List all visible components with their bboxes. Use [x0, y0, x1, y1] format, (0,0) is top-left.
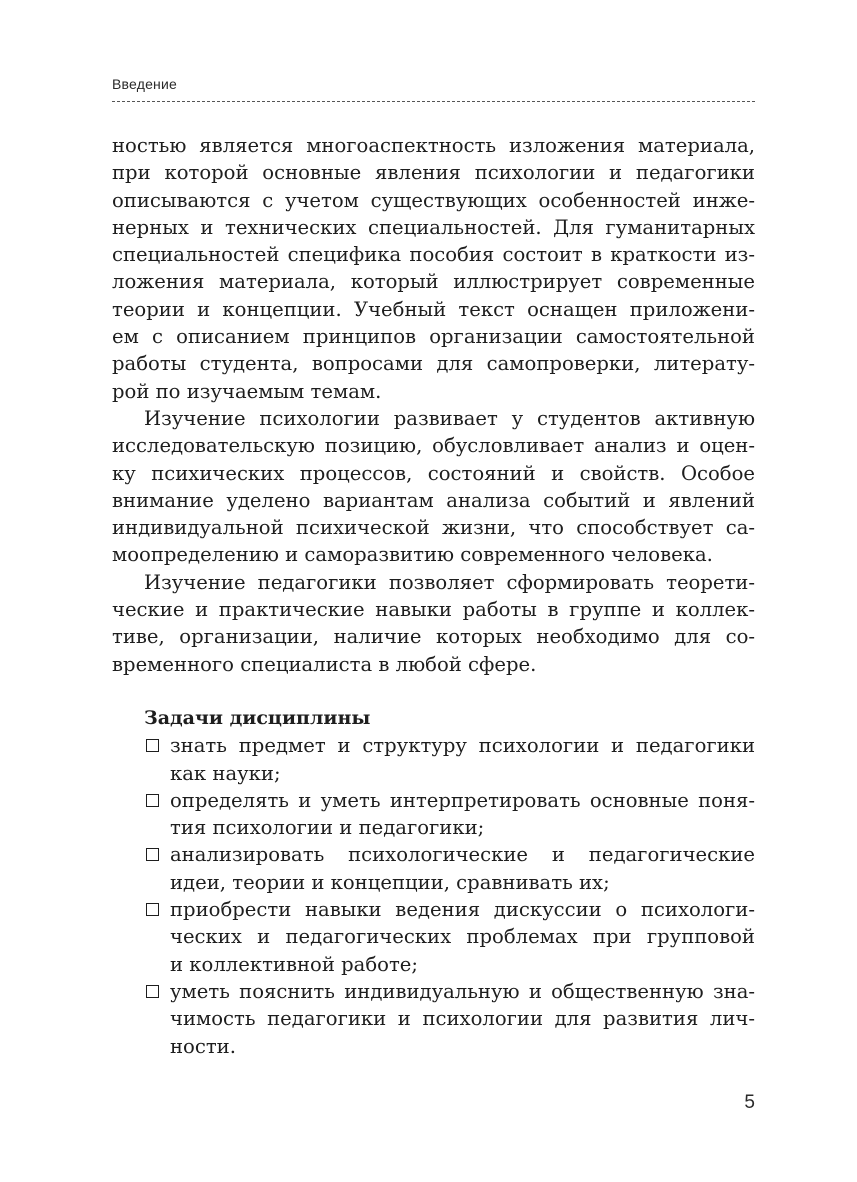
paragraph: [112, 405, 755, 569]
text-line: индивидуальной психической жизни, что способствует са-: [112, 516, 755, 540]
text-line: ческие и практические навыки работы в группе и коллек-: [112, 598, 755, 622]
text-line: описываются с учетом существующих особенностей инже-: [112, 188, 755, 212]
text-line: ческих и педагогических проблемах при групповой: [170, 925, 755, 949]
checkbox-bullet-icon: [146, 848, 159, 861]
checkbox-bullet-icon: [146, 739, 159, 752]
text-line: как науки;: [170, 761, 281, 785]
text-line: чимость педагогики и психологии для развития лич-: [170, 1007, 755, 1031]
section-heading: Задачи дисциплины: [144, 706, 371, 729]
text-line: специальностей специфика пособия состоит в краткости из-: [112, 243, 755, 267]
text-line: при которой основные явления психологии и педагогики: [112, 161, 755, 185]
text-line: внимание уделено вариантам анализа событий и явлений: [112, 488, 755, 512]
text-line: рой по изучаемым темам.: [112, 379, 382, 403]
checkbox-bullet-icon: [146, 794, 159, 807]
text-line: работы студента, вопросами для самопроверки, литерату-: [112, 352, 755, 376]
paragraph: [112, 569, 755, 678]
text-line: и коллективной работе;: [170, 952, 418, 976]
text-line: ности.: [170, 1034, 236, 1058]
page-number: 5: [744, 1092, 755, 1113]
paragraph: [112, 132, 755, 405]
task-item: [112, 896, 755, 978]
text-line: тиве, организации, наличие которых необходимо для со-: [112, 625, 755, 649]
header-divider: [112, 101, 755, 102]
text-line: теории и концепции. Учебный текст оснащен приложени-: [112, 297, 755, 321]
text-line: Изучение педагогики позволяет сформировать теорети-: [144, 570, 755, 594]
text-line: Изучение психологии развивает у студентов активную: [144, 406, 755, 430]
checkbox-bullet-icon: [146, 903, 159, 916]
task-item: [112, 787, 755, 842]
text-line: определять и уметь интерпретировать основные поня-: [170, 788, 755, 812]
task-item: [112, 978, 755, 1060]
text-line: уметь пояснить индивидуальную и общественную зна-: [170, 979, 755, 1003]
text-line: ностью является многоаспектность изложения материала,: [112, 134, 755, 157]
text-line: моопределению и саморазвитию современного человека.: [112, 543, 713, 567]
text-line: ложения материала, который иллюстрирует современные: [112, 270, 755, 294]
running-title: Введение: [112, 76, 177, 92]
checkbox-bullet-icon: [146, 985, 159, 998]
text-line: нерных и технических специальностей. Для гуманитарных: [112, 215, 755, 239]
text-line: временного специалиста в любой сфере.: [112, 652, 537, 676]
text-line: знать предмет и структуру психологии и педагогики: [170, 734, 755, 758]
main-text: [112, 132, 755, 1060]
text-line: исследовательскую позицию, обусловливает анализ и оцен-: [112, 434, 755, 458]
task-item: [112, 841, 755, 896]
text-line: анализировать психологические и педагогические: [170, 843, 755, 867]
text-line: приобрести навыки ведения дискуссии о психологи-: [170, 898, 755, 922]
text-line: ку психических процессов, состояний и свойств. Особое: [112, 461, 755, 485]
text-line: тия психологии и педагогики;: [170, 816, 485, 840]
text-line: идеи, теории и концепции, сравнивать их;: [170, 870, 610, 894]
text-line: ем с описанием принципов организации самостоятельной: [112, 325, 755, 349]
task-item: [112, 732, 755, 787]
